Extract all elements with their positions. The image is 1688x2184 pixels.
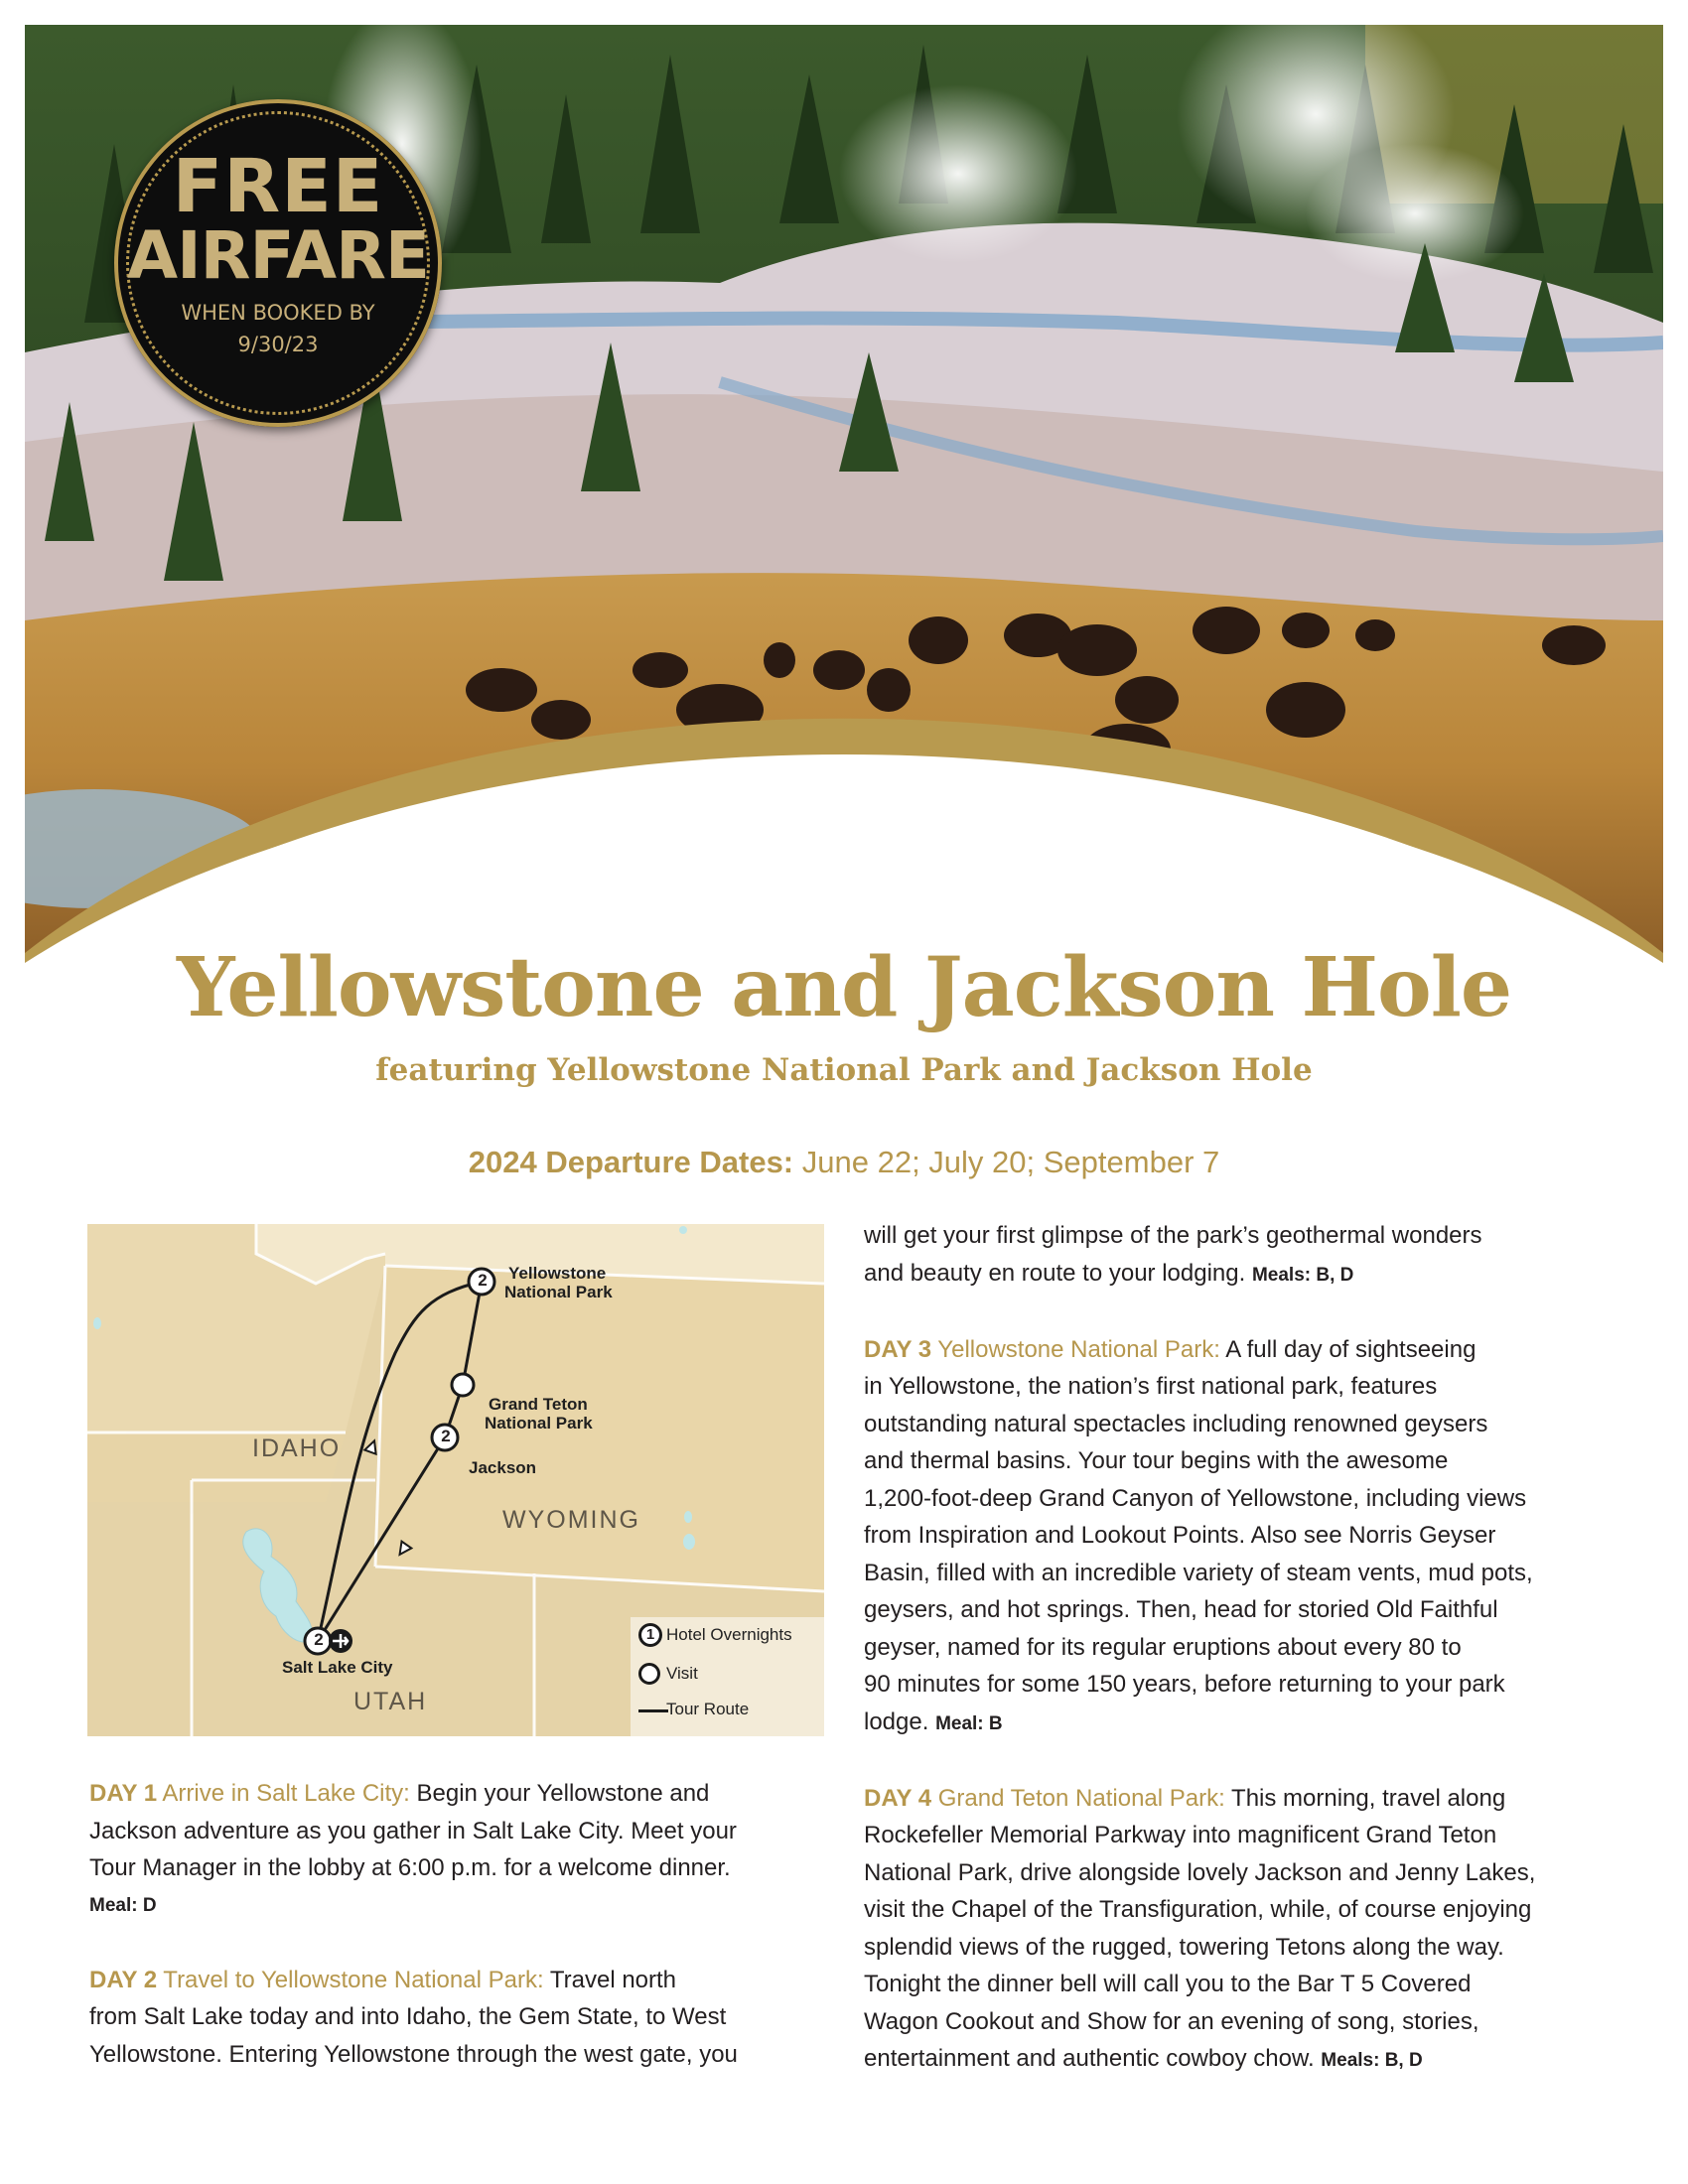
legend-route-icon: [638, 1709, 668, 1712]
day3-line10: 90 minutes for some 150 years, before returning to your park: [864, 1671, 1505, 1698]
day3-text-start: A full day of sightseeing: [1219, 1335, 1477, 1363]
day3-line3: outstanding natural spectacles including renowned geysers: [864, 1410, 1488, 1437]
day3-line9: geyser, named for its regular eruptions about every 80 to: [864, 1633, 1462, 1661]
day2-meals: Meals: B, D: [1251, 1264, 1354, 1286]
day1-text-start: Begin your Yellowstone and: [409, 1780, 710, 1807]
day2-line1: [89, 1962, 844, 1999]
hero-photo: [25, 25, 1663, 963]
badge-free: FREE: [172, 144, 384, 229]
legend-route: Tour Route: [666, 1700, 750, 1718]
tour-route-map: [87, 1224, 824, 1736]
day3-line5: 1,200-foot-deep Grand Canyon of Yellowstone, including views: [864, 1484, 1527, 1512]
overnight-slc: 2: [314, 1630, 324, 1649]
state-wyoming: WYOMING: [502, 1506, 640, 1534]
overnight-jackson: 2: [441, 1427, 451, 1445]
day4-line8-text: entertainment and authentic cowboy chow.: [864, 2045, 1315, 2072]
day2-line4: will get your first glimpse of the park’s geothermal wonders: [864, 1222, 1482, 1249]
legend-visit-icon: [638, 1663, 660, 1685]
day4-line2: Rockefeller Memorial Parkway into magnificent Grand Teton: [864, 1822, 1497, 1848]
departure-dates: [0, 1140, 1688, 1185]
day4-line5: splendid views of the rugged, towering Tetons along the way.: [864, 1933, 1504, 1961]
day4-line8: [864, 2040, 1658, 2080]
day1-line3: Tour Manager in the lobby at 6:00 p.m. for a welcome dinner.: [89, 1854, 731, 1881]
day2-text-start: Travel north: [543, 1966, 677, 1993]
day3-line8: geysers, and hot springs. Then, head for storied Old Faithful: [864, 1596, 1498, 1623]
label-salt-lake-city: Salt Lake City: [282, 1658, 393, 1677]
day1-line2: Jackson adventure as you gather in Salt Lake City. Meet your: [89, 1817, 737, 1844]
day3-line1: [864, 1331, 1658, 1369]
day3-line6: from Inspiration and Lookout Points. Also see Norris Geyser: [864, 1522, 1496, 1549]
badge-airfare: AIRFARE: [127, 217, 429, 294]
day4-line7: Wagon Cookout and Show for an evening of song, stories,: [864, 2007, 1479, 2035]
label-teton-l1: Grand Teton: [489, 1395, 588, 1414]
page-title: Yellowstone and Jackson Hole: [176, 940, 1512, 1035]
day1-meals: Meal: D: [89, 1894, 157, 1916]
legend-hotel: Hotel Overnights: [666, 1625, 792, 1644]
state-idaho: IDAHO: [252, 1434, 342, 1462]
day4-line1: [864, 1780, 1658, 1818]
badge-when-booked: WHEN BOOKED BY: [181, 301, 375, 325]
overnight-yellowstone: 2: [478, 1271, 488, 1290]
day4-line3: National Park, drive alongside lovely Jackson and Jenny Lakes,: [864, 1858, 1536, 1886]
day2-label: DAY 2: [89, 1966, 158, 1993]
label-teton-l2: National Park: [485, 1414, 593, 1433]
day3-line7: Basin, filled with an incredible variety of steam vents, mud pots,: [864, 1559, 1533, 1586]
day4-line4: visit the Chapel of the Transfiguration, while, of course enjoying: [864, 1896, 1532, 1923]
day4-meals: Meals: B, D: [1321, 2050, 1423, 2071]
day3-line11: [864, 1704, 1658, 1743]
day2-line5: [864, 1255, 1658, 1295]
label-yellowstone-l1: Yellowstone: [508, 1264, 607, 1283]
day2-line5-text: and beauty en route to your lodging.: [864, 1259, 1246, 1287]
departure-label: 2024 Departure Dates:: [468, 1145, 794, 1179]
label-grand-teton: [485, 1395, 593, 1433]
day1-label: DAY 1: [89, 1780, 158, 1807]
free-airfare-badge: [114, 99, 442, 427]
day1-line1: [89, 1775, 844, 1813]
state-utah: UTAH: [353, 1688, 428, 1715]
page-subtitle: featuring Yellowstone National Park and Jackson Hole: [375, 1052, 1313, 1088]
day3-heading: Yellowstone National Park:: [931, 1335, 1220, 1363]
day3-meals: Meal: B: [935, 1712, 1003, 1734]
badge-date: 9/30/23: [237, 333, 319, 356]
day3-line4: and thermal basins. Your tour begins with the awesome: [864, 1447, 1449, 1474]
label-yellowstone-l2: National Park: [504, 1283, 613, 1301]
day4-text-start: This morning, travel along: [1224, 1784, 1506, 1812]
itinerary-right-column: [864, 1217, 1658, 2080]
day3-label: DAY 3: [864, 1335, 932, 1363]
day3-line2: in Yellowstone, the nation’s first national park, features: [864, 1373, 1438, 1400]
map-legend: [631, 1617, 824, 1736]
day4-heading: Grand Teton National Park:: [931, 1784, 1225, 1812]
day2-line3: Yellowstone. Entering Yellowstone through the west gate, you: [89, 2040, 738, 2068]
label-jackson: Jackson: [469, 1458, 537, 1477]
day4-line6: Tonight the dinner bell will call you to the Bar T 5 Covered: [864, 1971, 1472, 1997]
itinerary-left-column: [89, 1775, 844, 2073]
legend-hotel-icon: 1: [638, 1623, 662, 1647]
departure-dates-list: June 22; July 20; September 7: [801, 1145, 1220, 1179]
day2-line2: from Salt Lake today and into Idaho, the Gem State, to West: [89, 2003, 727, 2030]
legend-visit: Visit: [666, 1664, 698, 1683]
day4-label: DAY 4: [864, 1784, 932, 1812]
label-yellowstone: [504, 1264, 613, 1301]
day3-line11-text: lodge.: [864, 1707, 929, 1735]
day2-heading: Travel to Yellowstone National Park:: [157, 1966, 544, 1993]
day1-heading: Arrive in Salt Lake City:: [157, 1780, 410, 1807]
